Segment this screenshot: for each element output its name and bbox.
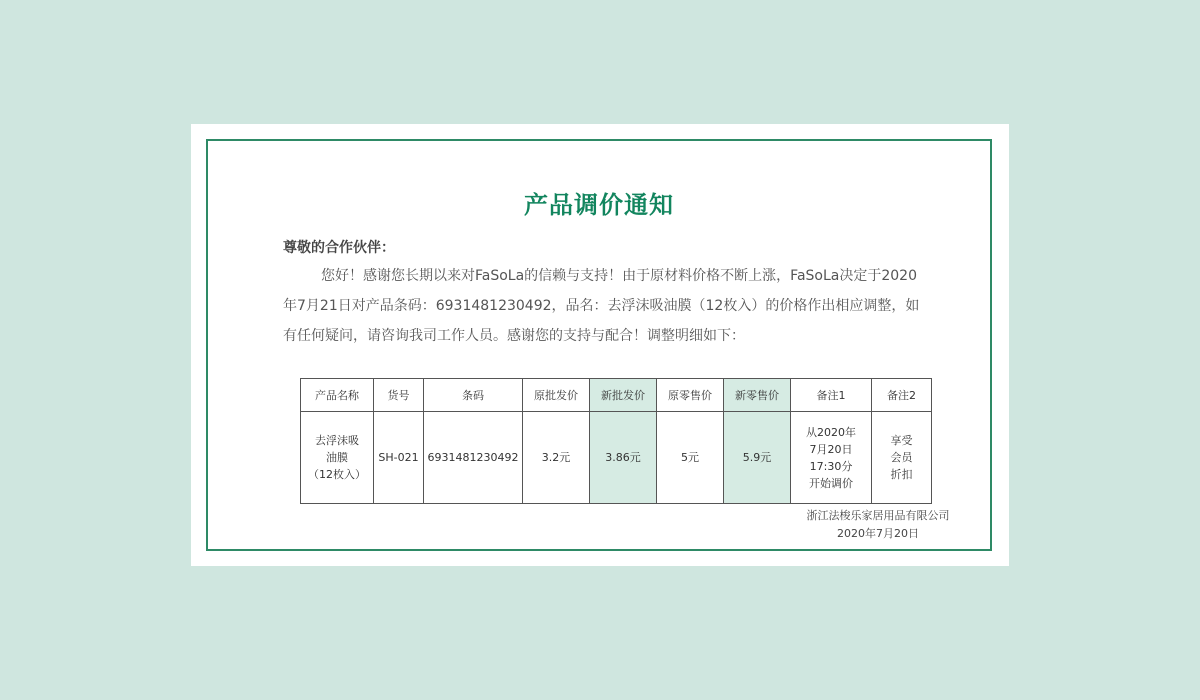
header-new-retail: 新零售价	[724, 379, 791, 412]
header-note2: 备注2	[872, 379, 932, 412]
note1-line3: 17:30分	[809, 459, 853, 473]
notice-date: 2020年7月20日	[837, 527, 919, 540]
cell-old-retail: 5元	[657, 412, 724, 504]
note2-line2: 会员	[890, 451, 913, 464]
cell-old-wholesale: 3.2元	[523, 412, 590, 504]
table-header-row	[301, 379, 932, 412]
cell-note2	[872, 412, 932, 504]
note2-line3: 折扣	[890, 468, 913, 481]
header-sku: 货号	[374, 379, 424, 412]
product-name-line1: 去浮沫吸	[315, 434, 359, 447]
cell-new-wholesale: 3.86元	[590, 412, 657, 504]
header-old-retail: 原零售价	[657, 379, 724, 412]
header-new-wholesale: 新批发价	[590, 379, 657, 412]
note1-line2: 7月20日	[809, 442, 853, 456]
product-name-line2: 油膜	[326, 451, 348, 464]
signature-block	[768, 507, 988, 543]
note1-line4: 开始调价	[809, 476, 853, 490]
greeting: 尊敬的合作伙伴：	[283, 240, 395, 256]
cell-barcode: 6931481230492	[424, 412, 523, 504]
note1-line1: 从2020年	[806, 425, 856, 439]
table-row	[301, 412, 932, 504]
price-adjustment-table	[300, 378, 932, 504]
header-old-wholesale: 原批发价	[523, 379, 590, 412]
company-name: 浙江法梭乐家居用品有限公司	[806, 509, 950, 522]
cell-note1	[791, 412, 872, 504]
header-note1: 备注1	[791, 379, 872, 412]
cell-product-name	[301, 412, 374, 504]
cell-sku: SH-021	[374, 412, 424, 504]
note2-line1: 享受	[890, 434, 913, 447]
notice-body: 您好！感谢您长期以来对FaSoLa的信赖与支持！由于原材料价格不断上涨，FaSoLa决定于2020年7月21日对产品条码：6931481230492，品名：去浮沫吸油膜（12枚入）的价格作出相应调整，如有任何疑问，请咨询我司工作人员。感谢您的支持与配合！调整明细如下：	[283, 268, 920, 344]
notice-title: 产品调价通知	[524, 191, 674, 219]
cell-new-retail: 5.9元	[724, 412, 791, 504]
header-barcode: 条码	[424, 379, 523, 412]
header-product-name: 产品名称	[301, 379, 374, 412]
product-name-line3: （12枚入）	[308, 468, 366, 481]
notice-paper	[191, 124, 1009, 566]
notice-frame	[206, 139, 992, 551]
